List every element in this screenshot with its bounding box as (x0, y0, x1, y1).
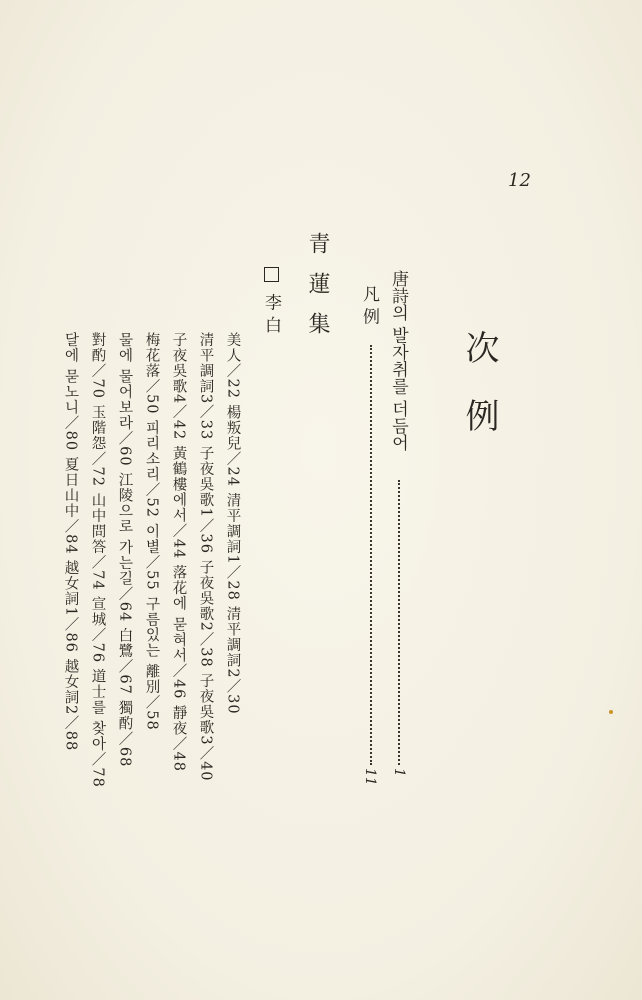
poem-entry: 물에 물어보라／60 江陵으로 가는길／64 白鷺／67 獨酌／68 (116, 332, 133, 768)
checkbox-square-icon (264, 267, 279, 282)
toc-entry-preface-label: 唐詩의 발자취를 더듬어 (388, 270, 408, 451)
poem-list-column (63, 332, 78, 751)
poem-list-column (144, 332, 159, 731)
toc-leader-dots (398, 480, 400, 765)
paper-speck (609, 710, 613, 714)
poem-list-column (171, 332, 186, 772)
author-name: 李 白 (261, 293, 281, 333)
toc-entry-notes-page: 11 (362, 768, 378, 786)
poem-list-column (225, 332, 240, 715)
poem-entry: 梅花落／50 피리소리／52 이별／55 구름있는 離別／58 (143, 332, 160, 731)
poem-entry: 對酌／70 玉階怨／72 山中問答／74 宣城／76 道士를 찾아／78 (89, 332, 106, 788)
poem-entry: 清平調詞3／33 子夜吳歌1／36 子夜吳歌2／38 子夜吳歌3／40 (197, 332, 214, 782)
poem-entry: 美人／22 楊叛兒／24 清平調詞1／28 清平調詞2／30 (224, 332, 241, 715)
toc-entry-notes-label: 凡 例 (359, 285, 379, 325)
page-title: 次例 (459, 330, 499, 466)
poem-list-column (117, 332, 132, 767)
author-heading (262, 267, 279, 333)
section-title: 青蓮集 (305, 232, 330, 352)
toc-leader-dots (370, 345, 372, 765)
page-number: 12 (508, 170, 531, 191)
poem-list-column (198, 332, 213, 782)
poem-list-column (90, 332, 105, 788)
toc-entry-preface-page: 1 (391, 768, 407, 777)
poem-entry: 子夜吳歌4／42 黃鶴樓에서／44 落花에 묻혀서／46 靜夜／48 (170, 332, 187, 772)
poem-entry: 달에 묻노니／80 夏日山中／84 越女詞1／86 越女詞2／88 (62, 332, 79, 752)
